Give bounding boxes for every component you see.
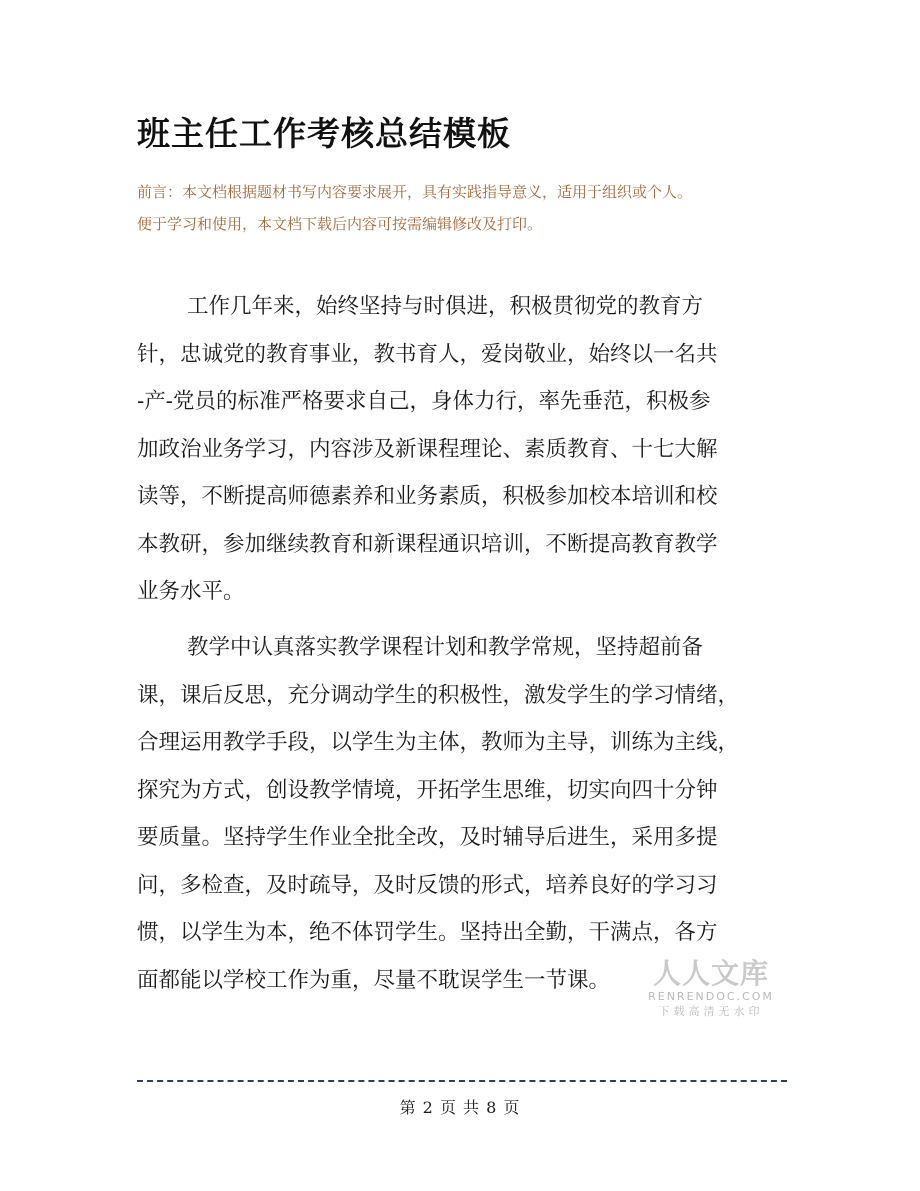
footer-divider [137,1080,787,1082]
preface-line: 便于学习和使用，本文档下载后内容可按需编辑修改及打印。 [137,215,543,233]
paragraph-line: 探究为方式，创设教学情境，开拓学生思维，切实向四十分钟 [137,777,718,803]
preface [137,176,797,240]
watermark-subtitle: 下载高清无水印 [658,1005,764,1018]
paragraph-line: 课，课后反思，充分调动学生的积极性，激发学生的学习情绪， [137,682,740,708]
paragraph-line: 要质量。坚持学生作业全批全改，及时辅导后进生，采用多提 [137,825,718,850]
page-number: 第 2 页 共 8 页 [399,1098,521,1117]
paragraph-line: 业务水平。 [137,579,245,604]
watermark [646,958,776,1020]
preface-line: 前言：本文档根据题材书写内容要求展开，具有实践指导意义，适用于组织或个人。 [137,183,693,201]
page-title: 班主任工作考核总结模板 [137,114,511,153]
paragraph-line: 本教研，参加继续教育和新课程通识培训，不断提高教育教学 [137,531,718,557]
body-paragraph [137,283,787,616]
watermark-url: RENRENDOC.COM [648,990,774,1003]
paragraph-line: 合理运用教学手段，以学生为主体，教师为主导，训练为主线， [137,730,740,755]
paragraph-line: 针，忠诚党的教育事业，教书育人，爱岗敬业，始终以一名共 [137,341,718,367]
watermark-logo: 人人文库 [652,957,769,990]
paragraph-line: 问，多检查，及时疏导，及时反馈的形式，培养良好的学习习 [137,872,718,898]
paragraph-line: 面都能以学校工作为重，尽量不耽误学生一节课。 [137,967,611,993]
paragraph-line: 读等，不断提高师德素养和业务素质，积极参加校本培训和校 [137,484,718,509]
body-paragraph [137,624,787,1004]
paragraph-line: 工作几年来，始终坚持与时俱进，积极贯彻党的教育方 [187,294,704,319]
paragraph-line: 教学中认真落实教学课程计划和教学常规，坚持超前备 [187,635,704,660]
paragraph-line: 加政治业务学习，内容涉及新课程理论、素质教育、十七大解 [137,436,718,462]
paragraph-line: -产-党员的标准严格要求自己，身体力行，率先垂范，积极参 [137,389,711,414]
paragraph-line: 惯，以学生为本，绝不体罚学生。坚持出全勤，干满点，各方 [137,920,718,945]
